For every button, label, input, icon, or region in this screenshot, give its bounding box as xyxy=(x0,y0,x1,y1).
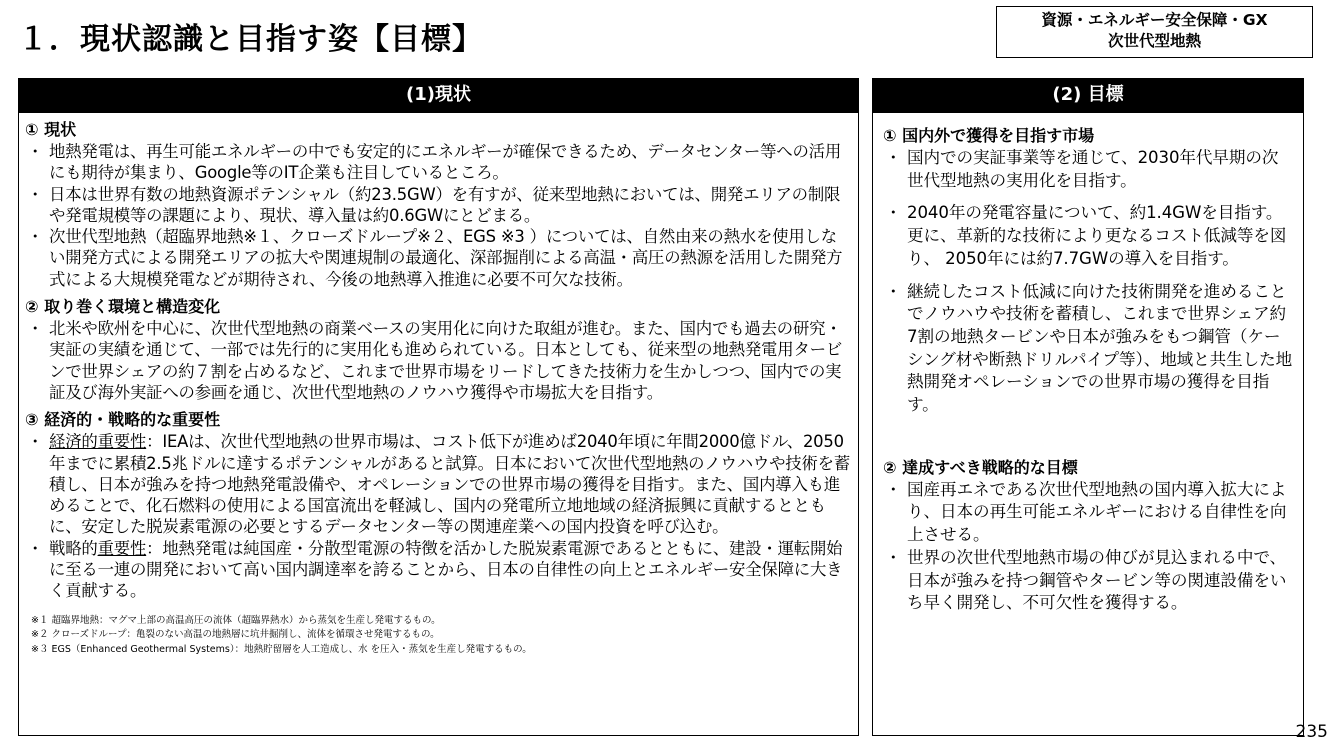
section-title-importance: ③ 経済的・戦略的な重要性 xyxy=(25,410,221,430)
category-tag-line1: 資源・エネルギー安全保障・GX xyxy=(1041,11,1268,29)
bullet: ・ 地熱発電は、再生可能エネルギーの中でも安定的にエネルギーが確保できるため、データセンター等への活用にも期待が集まり、Google等のIT企業も注目しているところ。 xyxy=(25,141,852,184)
page-number: 235 xyxy=(1295,722,1328,742)
section-title-strategic-goal: ② 達成すべき戦略的な目標 xyxy=(883,457,1078,477)
footnotes xyxy=(25,614,852,658)
footnote: ※２ クローズドループ：亀裂のない高温の地熱層に坑井掘削し、流体を循環させ発電するもの。 xyxy=(31,629,440,641)
bullet-economic-importance xyxy=(25,431,852,537)
footnote: ※３ EGS（Enhanced Geothermal Systems）：地熱貯留層を人工造成し、水 を圧入・蒸気を生産し発電するもの。 xyxy=(31,643,532,655)
bullet: ・ 北米や欧州を中心に、次世代型地熱の商業ベースの実用化に向けた取組が進む。また、国内でも過去の研究・実証の実績を通じて、一部では先行的に実用化も進められている。日本としても、従来型の地熱発電用タービンで世界シェアの約７割を占めるなど、これまで世界市場をリードしてきた技術力を生かしつつ、国内での実証及び海外実証への参画を通じ、次世代型地熱のノウハウ獲得や市場拡大を目指す。 xyxy=(25,318,852,403)
target-body xyxy=(873,113,1303,615)
bullet-strategic-importance xyxy=(25,538,852,602)
strategic-importance-text: ：地熱発電は純国産・分散型電源の特徴を活かした脱炭素電源であるとともに、建設・運転開始に至る一連の開発において高い国内調達率を誇ることから、日本の自律性の向上とエネルギー安全保障に大きく貢献する。 xyxy=(49,538,843,601)
economic-importance-text: ：IEAは、次世代型地熱の世界市場は、コスト低下が進めば2040年頃に年間2000億ドル、2050年までに累積2.5兆ドルに達するポテンシャルがあると試算。日本において次世代型地熱のノウハウや技術を蓄積し、日本が強みを持つ地熱発電設備や、オペレーションでの世界市場の獲得を目指す。また、国内導入も進めることで、化石燃料の使用による国富流出を軽減し、国内の発電所立地地域の経済振興に貢献するとともに、安定した脱炭素電源の必要とするデータセンター等の関連産業への国内投資を呼び込む。 xyxy=(49,432,851,537)
bullet: ・ 世界の次世代型地熱市場の伸びが見込まれる中で、日本が強みを持つ鋼管やタービン等の関連設備をいち早く開発し、不可欠性を獲得する。 xyxy=(883,547,1293,615)
current-status-body xyxy=(19,113,858,657)
bullet: ・ 2040年の発電容量について、約1.4GWを目指す。更に、革新的な技術により更なるコスト低減等を図り、 2050年には約7.7GWの導入を目指す。 xyxy=(883,202,1293,270)
economic-importance-label: 経済的重要性 xyxy=(49,432,147,452)
current-status-header: (1)現状 xyxy=(19,79,858,113)
section-title-current: ① 現状 xyxy=(25,120,77,139)
footnote: ※１ 超臨界地熱：マグマ上部の高温高圧の流体（超臨界熱水）から蒸気を生産し発電するもの。 xyxy=(31,614,441,626)
bullet: ・ 国産再エネである次世代型地熱の国内導入拡大により、日本の再生可能エネルギーにおける自律性を向上させる。 xyxy=(883,479,1293,547)
bullet: ・ 日本は世界有数の地熱資源ポテンシャル（約23.5GW）を有すが、従来型地熱においては、開発エリアの制限や発電規模等の課題により、現状、導入量は約0.6GWにとどまる。 xyxy=(25,184,852,227)
target-header: (2) 目標 xyxy=(873,79,1303,113)
category-tag xyxy=(996,6,1313,58)
current-status-panel xyxy=(18,78,859,736)
strategic-importance-label: 戦略的 xyxy=(49,538,98,558)
bullet: ・ 次世代型地熱（超臨界地熱※１、クローズドループ※２、EGS ※3 ）については、自然由来の熱水を使用しない開発方式による開発エリアの拡大や関連規制の最適化、深部掘削による高温・高圧の熱源を活用した開発方式による大規模発電などが期待され、今後の地熱導入推進に必要不可欠な技術。 xyxy=(25,226,852,290)
section-title-environment: ② 取り巻く環境と構造変化 xyxy=(25,297,221,317)
category-tag-line2: 次世代型地熱 xyxy=(1107,32,1201,50)
page-title: １．現状認識と目指す姿【目標】 xyxy=(18,22,483,57)
bullet: ・ 継続したコスト低減に向けた技術開発を進めることでノウハウや技術を蓄積し、これまで世界シェア約7割の地熱タービンや日本が強みをもつ鋼管（ケーシング材や断熱ドリルパイプ等）、地域と共生した地熱開発オペレーションでの世界市場の獲得を目指す。 xyxy=(883,281,1293,417)
section-title-market: ① 国内外で獲得を目指す市場 xyxy=(883,126,1095,145)
target-panel xyxy=(872,78,1304,736)
strategic-importance-label-underlined: 重要性 xyxy=(97,538,147,558)
bullet: ・ 国内での実証事業等を通じて、2030年代早期の次世代型地熱の実用化を目指す。 xyxy=(883,147,1293,192)
